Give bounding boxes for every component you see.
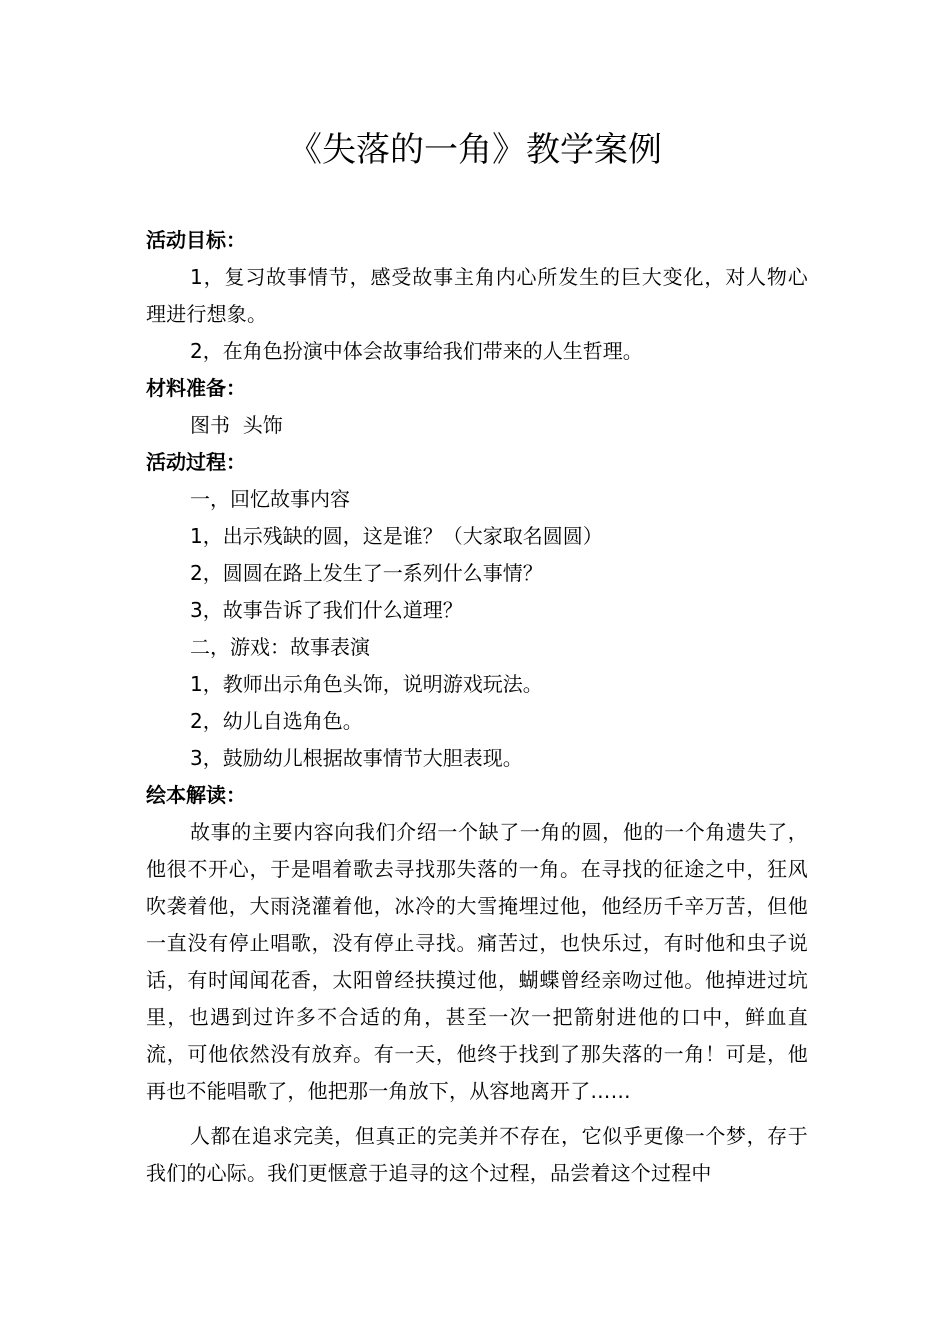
section-heading-materials: 材料准备： [146, 376, 246, 400]
section-goals [146, 222, 808, 370]
process-item: 3，故事告诉了我们什么道理？ [190, 598, 463, 622]
section-heading-goals: 活动目标： [146, 228, 246, 252]
process-item: 1，出示残缺的圆，这是谁？（大家取名圆圆） [190, 524, 603, 548]
process-item: 2，幼儿自选角色。 [190, 709, 363, 733]
process-item: 3，鼓励幼儿根据故事情节大胆表现。 [190, 746, 523, 770]
document-title: 《失落的一角》教学案例 [288, 130, 662, 170]
process-item: 1，教师出示角色头饰，说明游戏玩法。 [190, 672, 543, 696]
process-item: 2，圆圆在路上发生了一系列什么事情？ [190, 561, 543, 585]
section-materials [146, 370, 808, 444]
document-body [146, 222, 808, 1192]
goal-item: 1，复习故事情节，感受故事主角内心所发生的巨大变化，对人物心理进行想象。 [146, 265, 808, 326]
section-heading-process: 活动过程： [146, 450, 246, 474]
interpretation-paragraph: 人都在追求完美，但真正的完美并不存在，它似乎更像一个梦，存于我们的心际。我们更惬意于追寻的这个过程，品尝着这个过程中 [146, 1124, 808, 1185]
process-item: 二，游戏：故事表演 [190, 635, 370, 659]
process-item: 一，回忆故事内容 [190, 487, 350, 511]
section-process [146, 444, 808, 777]
section-heading-interpretation: 绘本解读： [146, 783, 246, 807]
interpretation-paragraph: 故事的主要内容向我们介绍一个缺了一角的圆，他的一个角遗失了，他很不开心，于是唱着歌去寻找那失落的一角。在寻找的征途之中，狂风吹袭着他，大雨浇灌着他，冰冷的大雪掩埋过他，他经历千辛万苦，但他一直没有停止唱歌，没有停止寻找。痛苦过，也快乐过，有时他和虫子说话，有时闻闻花香，太阳曾经扶摸过他，蝴蝶曾经亲吻过他。他掉进过坑里，也遇到过许多不合适的角，甚至一次一把箭射进他的口中，鲜血直流，可他依然没有放弃。有一天，他终于找到了那失落的一角！可是，他再也不能唱歌了，他把那一角放下，从容地离开了…… [146, 820, 808, 1103]
goal-item: 2，在角色扮演中体会故事给我们带来的人生哲理。 [190, 339, 643, 363]
materials-text: 图书 头饰 [190, 413, 283, 437]
section-interpretation [146, 777, 808, 1192]
